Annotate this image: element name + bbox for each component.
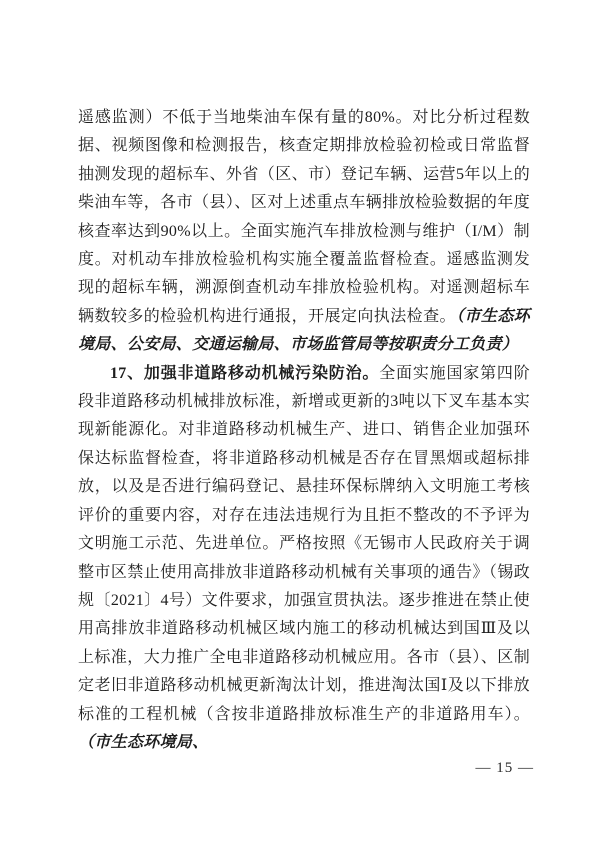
responsible-departments-run: （市生态环境局、 bbox=[78, 733, 209, 751]
text-run: 遥感监测）不低于当地柴油车保有量的80%。对比分析过程数据、视频图像和检测报告，核查定期排放检验初检或日常监督抽测发现的超标车、外省（区、市）登记车辆、运营5年以上的柴油车等，各市（县）、区对上述重点车辆排放检验数据的年度核查率达到90%以上。全面实施汽车排放检测与维护（I/M）制度。对机动车排放检验机构实施全覆盖监督检查。遥感监测发现的超标车辆，溯源倒查机动车排放检验机构。对遥测超标车辆数较多的检验机构进行通报，开展定向执法检查。 bbox=[78, 109, 530, 325]
paragraph bbox=[78, 360, 530, 758]
section-heading-run: 17、加强非道路移动机械污染防治。 bbox=[110, 364, 380, 382]
page-number: — 15 — bbox=[475, 760, 534, 776]
paragraph bbox=[78, 104, 530, 360]
page-body-text bbox=[78, 104, 530, 757]
responsible-departments-run: （市生态环境局、公安局、交通运输局、市场监管局等按职责分工负责） bbox=[78, 307, 530, 354]
text-run: 全面实施国家第四阶段非道路移动机械排放标准，新增或更新的3吨以下叉车基本实现新能源化。对非道路移动机械生产、进口、销售企业加强环保达标监督检查，将非道路移动机械是否存在冒黑烟或超标排放，以及是否进行编码登记、悬挂环保标牌纳入文明施工考核评价的重要内容，对存在违法违规行为且拒不整改的不予评为文明施工示范、先进单位。严格按照《无锡市人民政府关于调整市区禁止使用高排放非道路移动机械有关事项的通告》（锡政规〔2021〕4号）文件要求，加强宣贯执法。逐步推进在禁止使用高排放非道路移动机械区域内施工的移动机械达到国Ⅲ及以上标准，大力推广全电非道路移动机械应用。各市（县）、区制定老旧非道路移动机械更新淘汰计划，推进淘汰国Ⅰ及以下排放标准的工程机械（含按非道路排放标准生产的非道路用车）。 bbox=[78, 364, 530, 723]
